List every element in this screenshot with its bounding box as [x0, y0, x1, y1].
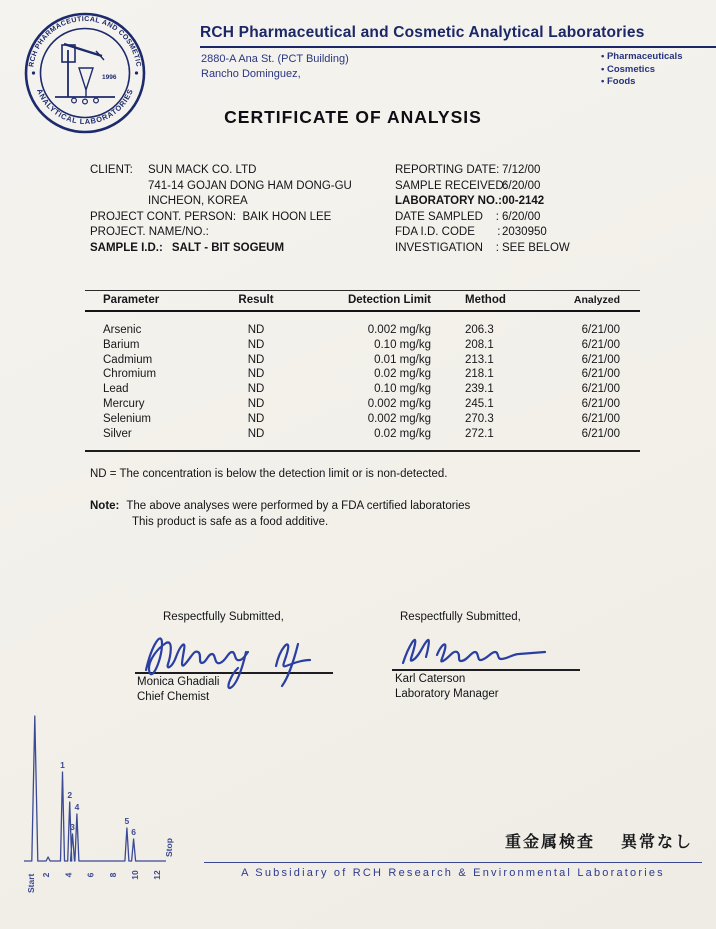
x-axis-tick-label: 6	[85, 872, 96, 878]
peak-label: 6	[131, 827, 136, 837]
cell-result: ND	[247, 324, 265, 336]
info-row	[395, 163, 570, 179]
seal-right-dot	[135, 71, 138, 74]
signer-title: Laboratory Manager	[395, 688, 499, 700]
x-axis-tick-label: 8	[107, 872, 118, 878]
nd-definition: ND = The concentration is below the detection limit or is non-detected.	[90, 468, 448, 480]
cell-parameter: Chromium	[103, 368, 157, 381]
services-list	[601, 51, 682, 89]
report-info-block	[395, 163, 570, 257]
note-line-1	[90, 499, 470, 515]
info-row	[395, 241, 570, 257]
cell-method: 218.1	[465, 368, 494, 381]
footer-subsidiary-line: A Subsidiary of RCH Research & Environmental Laboratories	[204, 862, 702, 879]
info-value: 6/20/00	[502, 179, 541, 192]
cell-result: ND	[247, 368, 265, 381]
results-table-body	[85, 312, 640, 452]
cell-analyzed: 6/21/00	[581, 353, 620, 366]
cell-method: 245.1	[465, 397, 494, 410]
signer-left	[137, 675, 219, 705]
cell-result: ND	[247, 353, 265, 366]
seal-arc-bottom-text: ANALYTICAL LABORATORIES	[34, 87, 136, 127]
chromatogram-trace	[24, 716, 166, 861]
col-header-parameter: Parameter	[103, 294, 160, 306]
cell-analyzed: 6/21/00	[581, 412, 620, 425]
info-row	[395, 179, 570, 195]
cell-method: 208.1	[465, 338, 494, 351]
peak-label: 3	[70, 822, 75, 832]
client-address-1: 741-14 GOJAN DONG HAM DONG-GU	[148, 179, 352, 192]
submitted-label-right: Respectfully Submitted,	[400, 611, 521, 623]
table-row	[85, 323, 640, 338]
certificate-title: CERTIFICATE OF ANALYSIS	[224, 107, 482, 127]
cell-method: 270.3	[465, 412, 494, 425]
client-address-2: INCHEON, KOREA	[148, 195, 248, 208]
client-name: SUN MACK CO. LTD	[148, 164, 257, 176]
signature-line-right	[392, 669, 580, 671]
submitted-label-left: Respectfully Submitted,	[163, 611, 284, 623]
info-label: DATE SAMPLED :	[395, 210, 499, 223]
info-label: SAMPLE RECEIVED:	[395, 179, 507, 192]
cell-parameter: Barium	[103, 338, 140, 351]
col-header-detection-limit: Detection Limit	[347, 294, 431, 306]
cell-parameter: Cadmium	[103, 353, 153, 366]
note-label: Note:	[90, 500, 120, 512]
info-value: 2030950	[502, 226, 547, 239]
stamp-left: 重金属検査	[505, 832, 596, 851]
cell-parameter: Arsenic	[103, 324, 142, 336]
table-row	[85, 338, 640, 353]
cell-detection-limit: 0.002 mg/kg	[367, 324, 431, 336]
inspection-stamp-text	[505, 829, 693, 852]
note-line-2: This product is safe as a food additive.	[132, 515, 329, 528]
client-label: CLIENT:	[90, 164, 133, 176]
results-table	[85, 290, 640, 452]
signature-line-left	[135, 672, 333, 674]
info-row	[395, 210, 570, 226]
cell-detection-limit: 0.02 mg/kg	[374, 427, 431, 440]
cell-analyzed: 6/21/00	[581, 427, 620, 440]
x-axis-tick-label: 4	[63, 872, 74, 878]
service-item: • Pharmaceuticals	[601, 51, 682, 64]
stamp-right: 異常なし	[621, 832, 694, 851]
cell-parameter: Silver	[103, 427, 132, 440]
cell-method: 213.1	[465, 353, 494, 366]
cell-parameter: Lead	[103, 383, 129, 396]
note-block	[90, 499, 470, 530]
peak-label: 1	[60, 760, 65, 770]
info-row	[395, 225, 570, 241]
project-name-line: PROJECT. NAME/NO.:	[90, 226, 209, 239]
cell-analyzed: 6/21/00	[581, 397, 620, 410]
client-info-block	[90, 163, 352, 257]
note-text-1: The above analyses were performed by a FDA certified laboratories	[126, 500, 471, 512]
info-label: REPORTING DATE:	[395, 164, 500, 176]
table-row	[85, 353, 640, 368]
client-row	[90, 163, 352, 179]
x-axis-start-label: Start	[26, 873, 36, 893]
cell-detection-limit: 0.01 mg/kg	[374, 353, 431, 366]
company-address	[201, 52, 349, 81]
cell-analyzed: 6/21/00	[581, 338, 620, 351]
cell-parameter: Mercury	[103, 397, 145, 410]
x-axis-tick-label: 10	[130, 870, 140, 880]
peak-label: 2	[67, 790, 73, 800]
project-contact-line: PROJECT CONT. PERSON: BAIK HOON LEE	[90, 210, 332, 223]
seal-arc-top-text: RCH PHARMACEUTICAL AND COSMETIC	[28, 15, 142, 68]
address-line-2: Rancho Dominguez,	[201, 67, 301, 80]
col-header-analyzed: Analyzed	[573, 294, 620, 306]
svg-text:RCH PHARMACEUTICAL AND COSMETI	[28, 16, 141, 68]
col-header-method: Method	[465, 294, 506, 306]
cell-result: ND	[247, 338, 265, 351]
x-axis-tick-label: 12	[152, 870, 163, 880]
cell-method: 239.1	[465, 383, 494, 396]
cell-analyzed: 6/21/00	[581, 368, 620, 381]
table-row	[85, 382, 640, 397]
service-item: • Cosmetics	[601, 64, 682, 77]
info-row-laboratory-no	[395, 194, 570, 210]
cell-result: ND	[247, 397, 265, 410]
cell-result: ND	[247, 427, 265, 440]
sample-id-label: SAMPLE I.D.:	[90, 241, 163, 254]
cell-method: 206.3	[465, 324, 494, 336]
signature-laboratory-manager	[393, 625, 588, 673]
company-name: RCH Pharmaceutical and Cosmetic Analytical Laboratories	[200, 24, 716, 48]
info-label: FDA I.D. CODE :	[395, 226, 501, 239]
signer-name: Karl Caterson	[395, 673, 466, 685]
info-label: LABORATORY NO.:	[395, 195, 502, 208]
cell-analyzed: 6/21/00	[581, 383, 620, 396]
info-value: 6/20/00	[502, 210, 541, 223]
x-axis-tick-label: 2	[41, 872, 52, 878]
cell-detection-limit: 0.10 mg/kg	[374, 338, 431, 351]
cell-result: ND	[247, 412, 265, 425]
cell-detection-limit: 0.002 mg/kg	[367, 397, 431, 410]
table-row	[85, 397, 640, 412]
cell-detection-limit: 0.10 mg/kg	[374, 383, 431, 396]
info-value: 7/12/00	[502, 164, 541, 176]
cell-detection-limit: 0.002 mg/kg	[367, 412, 431, 425]
cell-result: ND	[247, 383, 265, 396]
info-value: SEE BELOW	[502, 241, 570, 254]
chromatogram-chart	[20, 703, 210, 908]
peak-label: 4	[74, 802, 80, 812]
table-row	[85, 412, 640, 427]
table-row	[85, 427, 640, 442]
sample-id-row	[90, 241, 352, 257]
signer-name: Monica Ghadiali	[137, 676, 220, 688]
cell-parameter: Selenium	[103, 412, 151, 425]
peak-label: 5	[124, 816, 130, 826]
cell-detection-limit: 0.02 mg/kg	[374, 368, 431, 381]
col-header-result: Result	[238, 294, 274, 306]
results-table-header	[85, 290, 640, 312]
info-label: INVESTIGATION :	[395, 241, 499, 254]
x-axis-stop-label: Stop	[164, 838, 174, 857]
sample-id-value: SALT - BIT SOGEUM	[171, 241, 285, 254]
seal-left-dot	[32, 71, 35, 74]
table-row	[85, 367, 640, 382]
cell-analyzed: 6/21/00	[581, 324, 620, 336]
cell-method: 272.1	[465, 427, 494, 440]
address-line-1: 2880-A Ana St. (PCT Building)	[201, 53, 349, 65]
service-item: • Foods	[601, 76, 682, 89]
seal-year: 1996	[102, 74, 117, 81]
signer-right	[395, 672, 499, 702]
info-value: 00-2142	[502, 195, 545, 208]
signer-title: Chief Chemist	[137, 691, 210, 703]
